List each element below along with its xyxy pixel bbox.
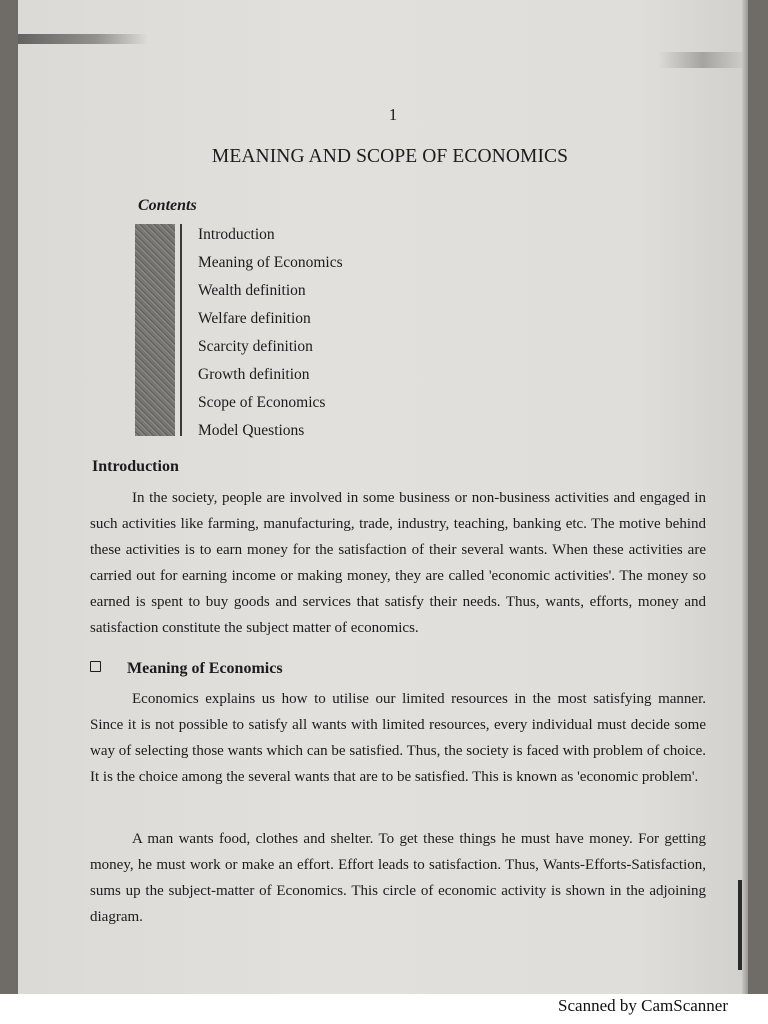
section-heading-text: Meaning of Economics bbox=[127, 660, 283, 677]
contents-item: Wealth definition bbox=[198, 282, 306, 299]
section-heading bbox=[90, 660, 283, 678]
contents-item: Model Questions bbox=[198, 422, 305, 439]
introduction-paragraph: In the society, people are involved in some business or non-business activities and engaged in such activities like farming, manufacturing, trade, industry, teaching, banking etc. The motive behind these activities is to earn money for the satisfaction of their several wants. When these activities are carried out for earning income or making money, they are called 'economic activities'. The money so earned is spent to buy goods and services that satisfy their needs. Thus, wants, efforts, money and satisfaction constitute the subject matter of economics. bbox=[90, 490, 706, 636]
scanner-watermark: Scanned by CamScanner bbox=[558, 996, 728, 1015]
contents-decorative-bar bbox=[135, 224, 175, 436]
scan-smudge bbox=[658, 52, 748, 68]
scan-smudge bbox=[18, 34, 148, 44]
binding-shadow bbox=[738, 880, 742, 970]
contents-list bbox=[198, 223, 343, 447]
contents-heading: Contents bbox=[138, 197, 197, 214]
meaning-paragraph: Economics explains us how to utilise our limited resources in the most satisfying manner. Since it is not possible to satisfy all wants with limited resources, every individual must decide some way of selecting those wants which can be satisfied. Thus, the society is faced with problem of choice. It is the choice among the several wants that are to be satisfied. This is known as 'economic problem'. bbox=[90, 691, 706, 785]
contents-divider bbox=[180, 224, 182, 436]
contents-item: Meaning of Economics bbox=[198, 254, 343, 271]
checkbox-bullet-icon bbox=[90, 661, 101, 672]
book-page bbox=[18, 0, 748, 994]
contents-item: Welfare definition bbox=[198, 310, 311, 327]
contents-item: Scope of Economics bbox=[198, 394, 326, 411]
contents-item: Scarcity definition bbox=[198, 338, 313, 355]
contents-item: Growth definition bbox=[198, 366, 310, 383]
chapter-number: 1 bbox=[388, 105, 398, 124]
contents-item: Introduction bbox=[198, 226, 275, 243]
introduction-heading: Introduction bbox=[92, 458, 179, 475]
chapter-title: MEANING AND SCOPE OF ECONOMICS bbox=[211, 146, 569, 167]
meaning-paragraph: A man wants food, clothes and shelter. To get these things he must have money. For getting money, he must work or make an effort. Effort leads to satisfaction. Thus, Wants-Efforts-Satisfaction, sums up the subject-matter of Economics. This circle of economic activity is shown in the adjoining diagram. bbox=[90, 831, 706, 925]
